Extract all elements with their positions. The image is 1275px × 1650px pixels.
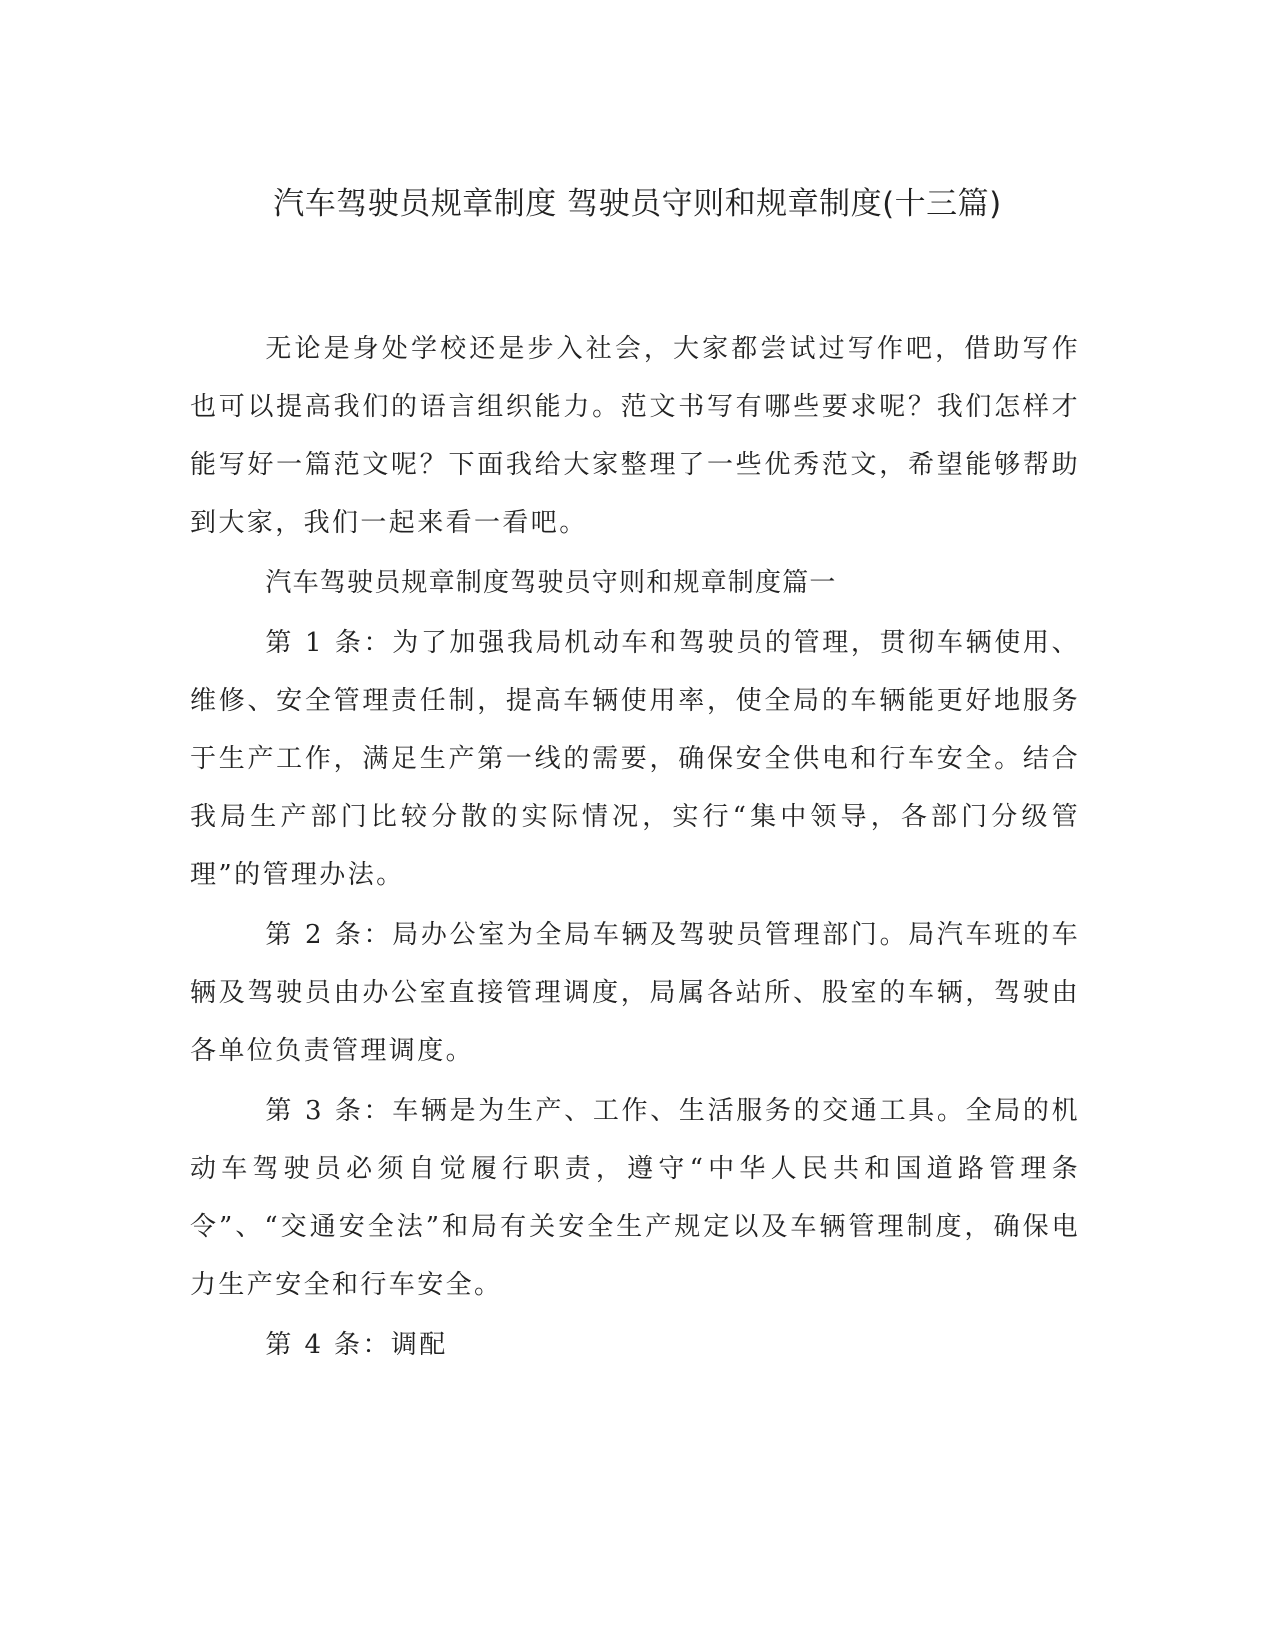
document-title: 汽车驾驶员规章制度 驾驶员守则和规章制度(十三篇) (273, 186, 1002, 222)
article-1-paragraph: 第 1 条：为了加强我局机动车和驾驶员的管理，贯彻车辆使用、维修、安全管理责任制，提高车辆使用率，使全局的车辆能更好地服务于生产工作，满足生产第一线的需要，确保安全供电和行车安全。结合我局生产部门比较分散的实际情况，实行“集中领导，各部门分级管理”的管理办法。 (190, 628, 1080, 890)
section-heading: 汽车驾驶员规章制度驾驶员守则和规章制度篇一 (265, 568, 837, 598)
article-4-paragraph: 第 4 条：调配 (265, 1330, 448, 1360)
document-body (190, 320, 1080, 1376)
article-3-paragraph: 第 3 条：车辆是为生产、工作、生活服务的交通工具。全局的机动车驾驶员必须自觉履行职责，遵守“中华人民共和国道路管理条令”、“交通安全法”和局有关安全生产规定以及车辆管理制度，确保电力生产安全和行车安全。 (190, 1096, 1080, 1300)
article-2-paragraph: 第 2 条：局办公室为全局车辆及驾驶员管理部门。局汽车班的车辆及驾驶员由办公室直接管理调度，局属各站所、股室的车辆，驾驶由各单位负责管理调度。 (190, 920, 1080, 1066)
intro-paragraph: 无论是身处学校还是步入社会，大家都尝试过写作吧，借助写作也可以提高我们的语言组织能力。范文书写有哪些要求呢？我们怎样才能写好一篇范文呢？下面我给大家整理了一些优秀范文，希望能够帮助到大家，我们一起来看一看吧。 (190, 334, 1080, 538)
